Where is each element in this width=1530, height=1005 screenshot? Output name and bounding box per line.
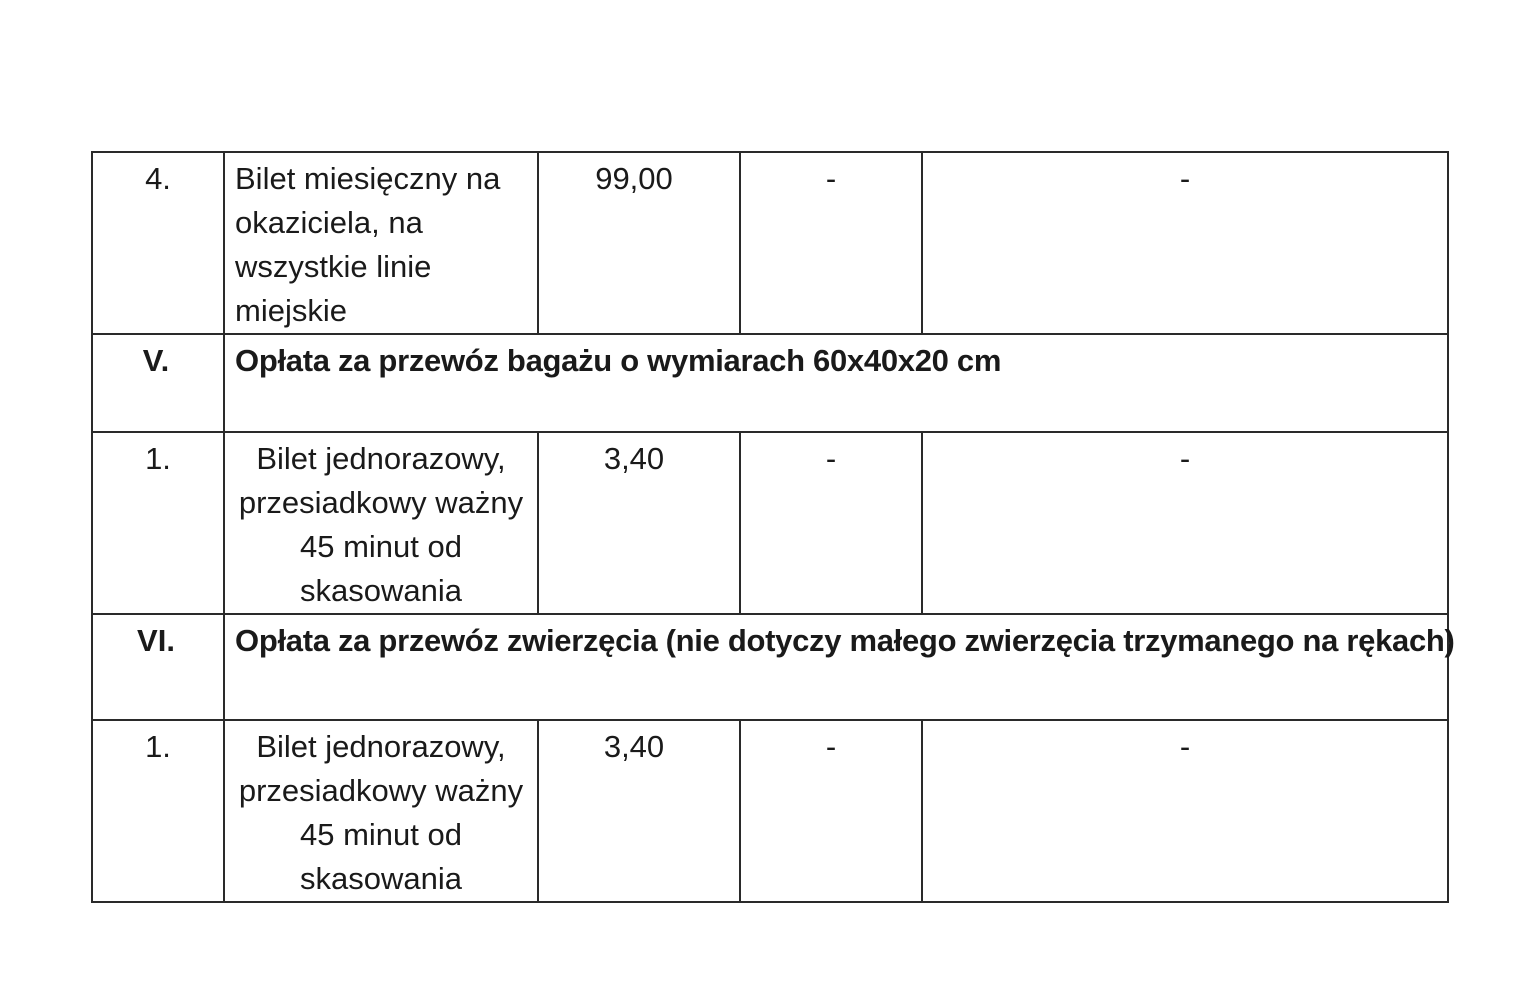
table-row [92,720,1448,902]
tariff-table [91,151,1455,903]
row-number: 1. [92,432,224,614]
section-number: V. [92,334,224,432]
ticket-name: Bilet miesięczny na okaziciela, na wszystkie linie miejskie [224,152,538,334]
ticket-name: Bilet jednorazowy, przesiadkowy ważny 45 minut od skasowania [224,432,538,614]
section-number: VI. [92,614,224,720]
section-row [92,614,1448,720]
cell-col5: - [922,432,1448,614]
section-title: Opłata za przewóz bagażu o wymiarach 60x40x20 cm [224,334,1448,432]
row-number: 1. [92,720,224,902]
ticket-price: 3,40 [538,720,740,902]
row-number: 4. [92,152,224,334]
cell-col4: - [740,720,922,902]
cell-col5: - [922,152,1448,334]
table-row [92,152,1448,334]
ticket-name: Bilet jednorazowy, przesiadkowy ważny 45 minut od skasowania [224,720,538,902]
table-row [92,432,1448,614]
section-row [92,334,1448,432]
section-title: Opłata za przewóz zwierzęcia (nie dotyczy małego zwierzęcia trzymanego na rękach) [224,614,1448,720]
cell-col4: - [740,432,922,614]
cell-col5: - [922,720,1448,902]
ticket-price: 99,00 [538,152,740,334]
cell-col4: - [740,152,922,334]
ticket-price: 3,40 [538,432,740,614]
